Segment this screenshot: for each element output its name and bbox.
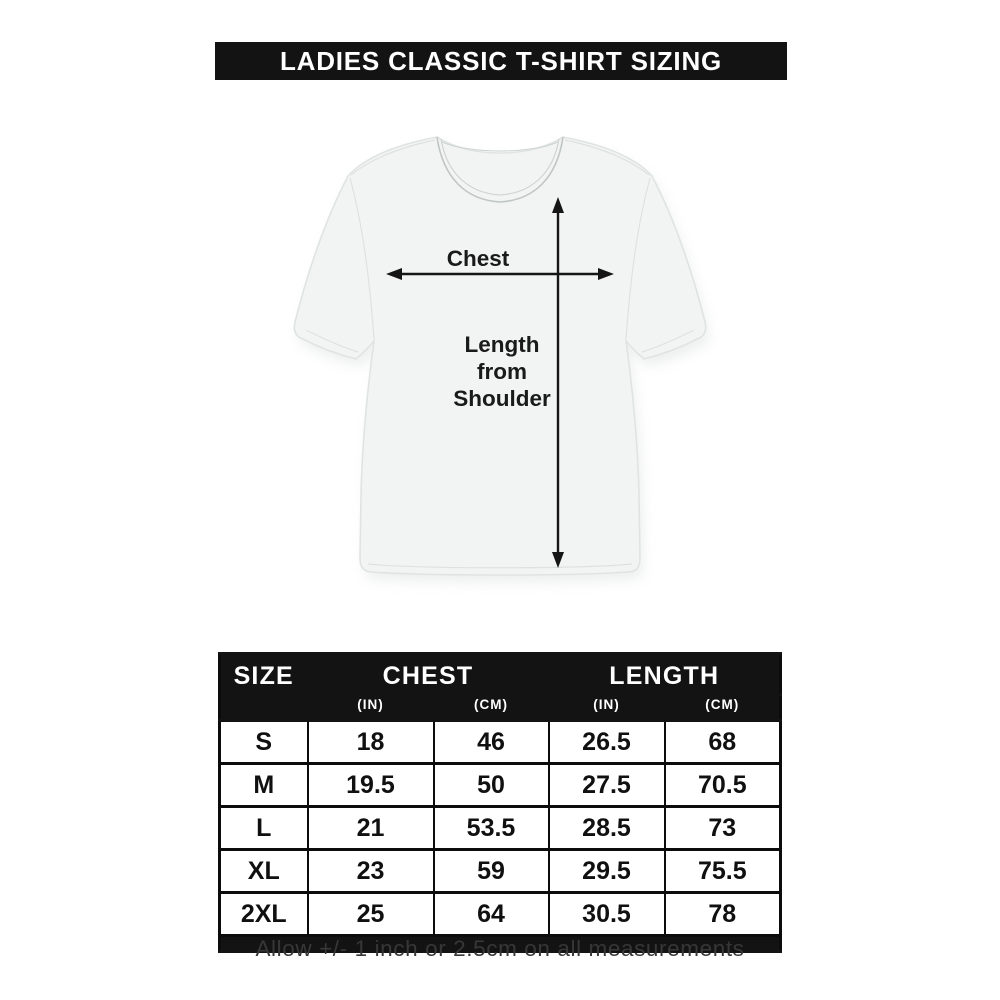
header-chest-cm: (CM) <box>434 695 549 721</box>
cell-length-in: 26.5 <box>549 721 665 764</box>
header-length-cm: (CM) <box>665 695 781 721</box>
cell-chest-in: 25 <box>308 893 434 936</box>
cell-chest-in: 18 <box>308 721 434 764</box>
chest-arrow-label: Chest <box>446 246 510 271</box>
cell-chest-in: 19.5 <box>308 764 434 807</box>
cell-length-in: 29.5 <box>549 850 665 893</box>
tshirt-measurement-diagram <box>250 90 750 640</box>
cell-size: XL <box>220 850 308 893</box>
cell-chest-in: 23 <box>308 850 434 893</box>
header-chest: CHEST <box>308 654 549 695</box>
cell-chest-cm: 59 <box>434 850 549 893</box>
cell-chest-cm: 46 <box>434 721 549 764</box>
size-table-body <box>220 721 781 936</box>
page-title: LADIES CLASSIC T-SHIRT SIZING <box>279 45 723 76</box>
cell-chest-cm: 53.5 <box>434 807 549 850</box>
cell-length-cm: 75.5 <box>665 850 781 893</box>
cell-size: L <box>220 807 308 850</box>
title-bar <box>215 42 787 80</box>
cell-length-in: 30.5 <box>549 893 665 936</box>
cell-chest-cm: 64 <box>434 893 549 936</box>
length-arrow-label-line3: Shoulder <box>453 386 551 411</box>
cell-chest-cm: 50 <box>434 764 549 807</box>
cell-length-in: 27.5 <box>549 764 665 807</box>
header-size: SIZE <box>220 654 308 721</box>
header-length: LENGTH <box>549 654 781 695</box>
header-group-row <box>220 654 781 695</box>
cell-length-cm: 78 <box>665 893 781 936</box>
size-row-s <box>220 721 781 764</box>
header-length-in: (IN) <box>549 695 665 721</box>
length-arrow-label-line2: from <box>477 359 527 384</box>
tolerance-note: Allow +/- 1 inch or 2.5cm on all measurements <box>255 936 745 961</box>
cell-chest-in: 21 <box>308 807 434 850</box>
size-row-2xl <box>220 893 781 936</box>
header-chest-in: (IN) <box>308 695 434 721</box>
size-row-m <box>220 764 781 807</box>
size-table-header <box>220 654 781 721</box>
cell-length-in: 28.5 <box>549 807 665 850</box>
cell-length-cm: 73 <box>665 807 781 850</box>
size-row-xl <box>220 850 781 893</box>
cell-length-cm: 70.5 <box>665 764 781 807</box>
size-table <box>218 652 782 953</box>
cell-size: 2XL <box>220 893 308 936</box>
cell-size: S <box>220 721 308 764</box>
cell-size: M <box>220 764 308 807</box>
tshirt-illustration <box>250 90 750 640</box>
size-row-l <box>220 807 781 850</box>
cell-length-cm: 68 <box>665 721 781 764</box>
length-arrow-label-line1: Length <box>464 332 540 357</box>
